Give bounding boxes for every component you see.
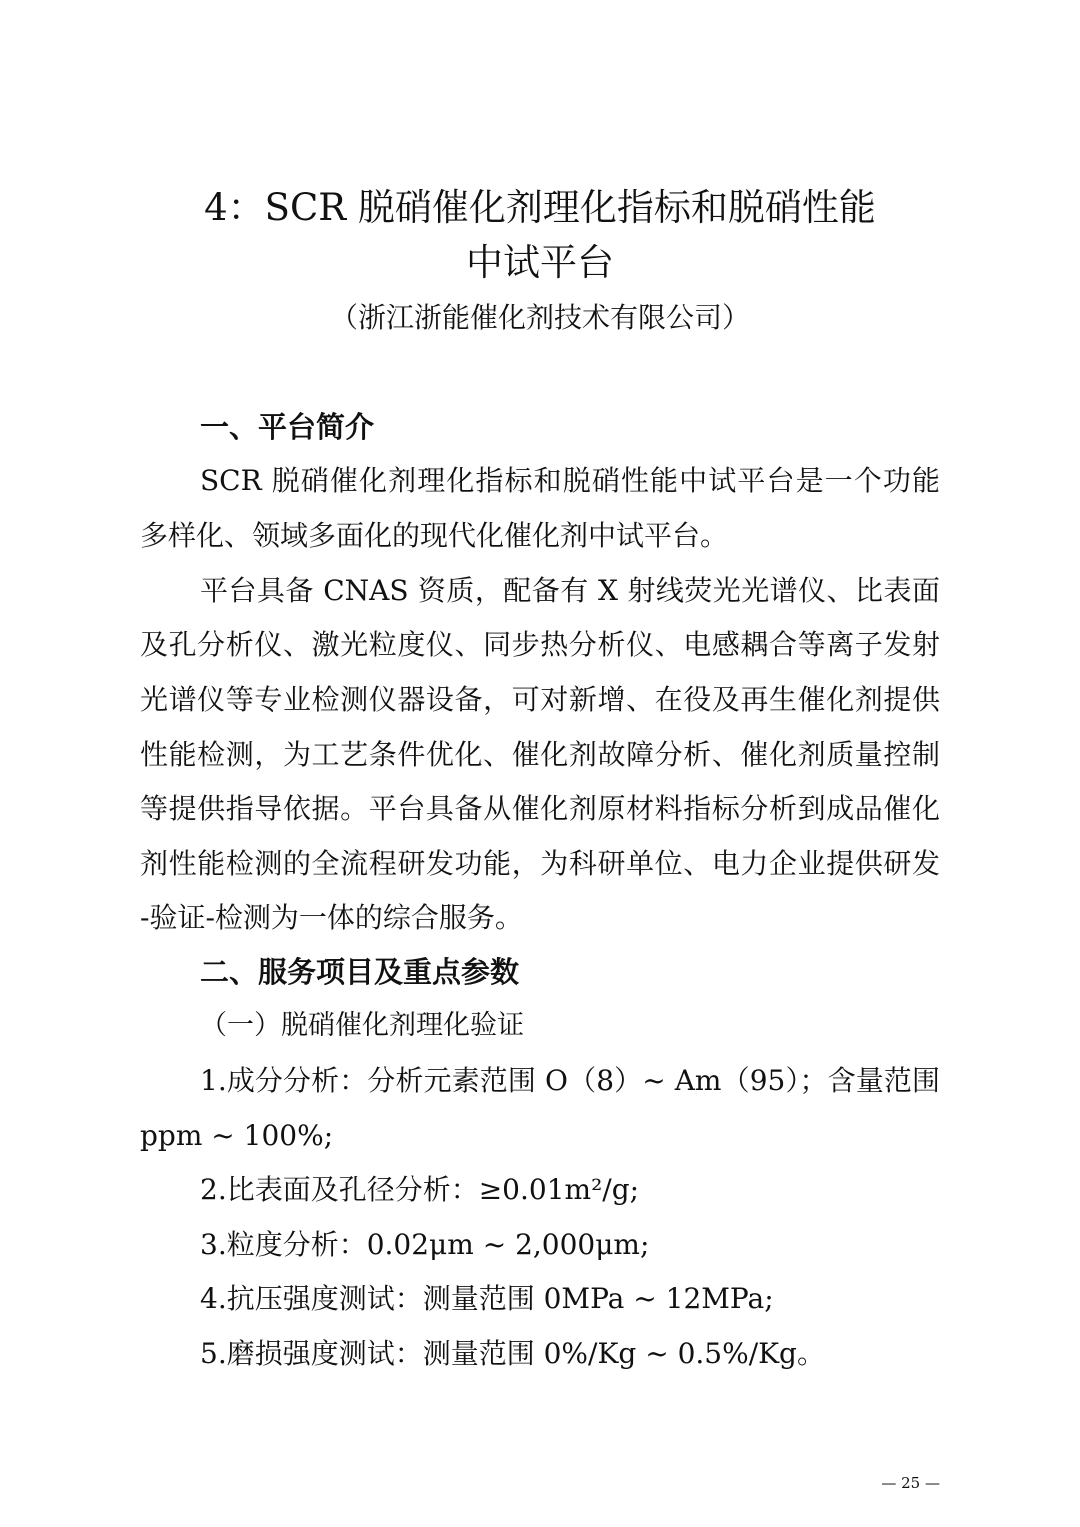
section2-item4: 4.抗压强度测试：测量范围 0MPa ~ 12MPa; — [200, 1282, 774, 1315]
section1-para2-line3: 光谱仪等专业检测仪器设备，可对新增、在役及再生催化剂提供 — [140, 683, 940, 716]
section1-para2-line5: 等提供指导依据。平台具备从催化剂原材料指标分析到成品催化 — [140, 792, 940, 825]
section2-subheading: （一）脱硝催化剂理化验证 — [200, 1010, 524, 1041]
section1-para2-line6: 剂性能检测的全流程研发功能，为科研单位、电力企业提供研发 — [140, 847, 940, 880]
section1-para1-line1: SCR 脱硝催化剂理化指标和脱硝性能中试平台是一个功能 — [200, 464, 940, 497]
section1-para1-line2: 多样化、领域多面化的现代化催化剂中试平台。 — [140, 519, 729, 552]
section2-heading: 二、服务项目及重点参数 — [200, 955, 520, 989]
section2-item2: 2.比表面及孔径分析：≥0.01m²/g; — [200, 1173, 640, 1206]
document-title-line1: 4：SCR 脱硝催化剂理化指标和脱硝性能 — [204, 186, 876, 229]
section2-item1-line1: 1.成分分析：分析元素范围 O（8）~ Am（95）；含量范围 — [200, 1064, 940, 1097]
document-subtitle: （浙江浙能催化剂技术有限公司） — [329, 301, 750, 334]
section2-item1-line2: ppm ~ 100%; — [140, 1119, 334, 1152]
page-number: — 25 — — [881, 1474, 940, 1492]
section2-item3: 3.粒度分析：0.02μm ~ 2,000μm; — [200, 1228, 650, 1261]
section1-para2-line2: 及孔分析仪、激光粒度仪、同步热分析仪、电感耦合等离子发射 — [140, 628, 940, 661]
section1-para2-line4: 性能检测，为工艺条件优化、催化剂故障分析、催化剂质量控制 — [140, 738, 940, 771]
section1-para2-line1: 平台具备 CNAS 资质，配备有 X 射线荧光光谱仪、比表面 — [200, 574, 940, 607]
document-title-line2: 中试平台 — [466, 241, 614, 284]
section1-para2-line7: -验证-检测为一体的综合服务。 — [140, 901, 523, 934]
section1-heading: 一、平台简介 — [200, 410, 375, 444]
section2-item5: 5.磨损强度测试：测量范围 0%/Kg ~ 0.5%/Kg。 — [200, 1337, 825, 1370]
